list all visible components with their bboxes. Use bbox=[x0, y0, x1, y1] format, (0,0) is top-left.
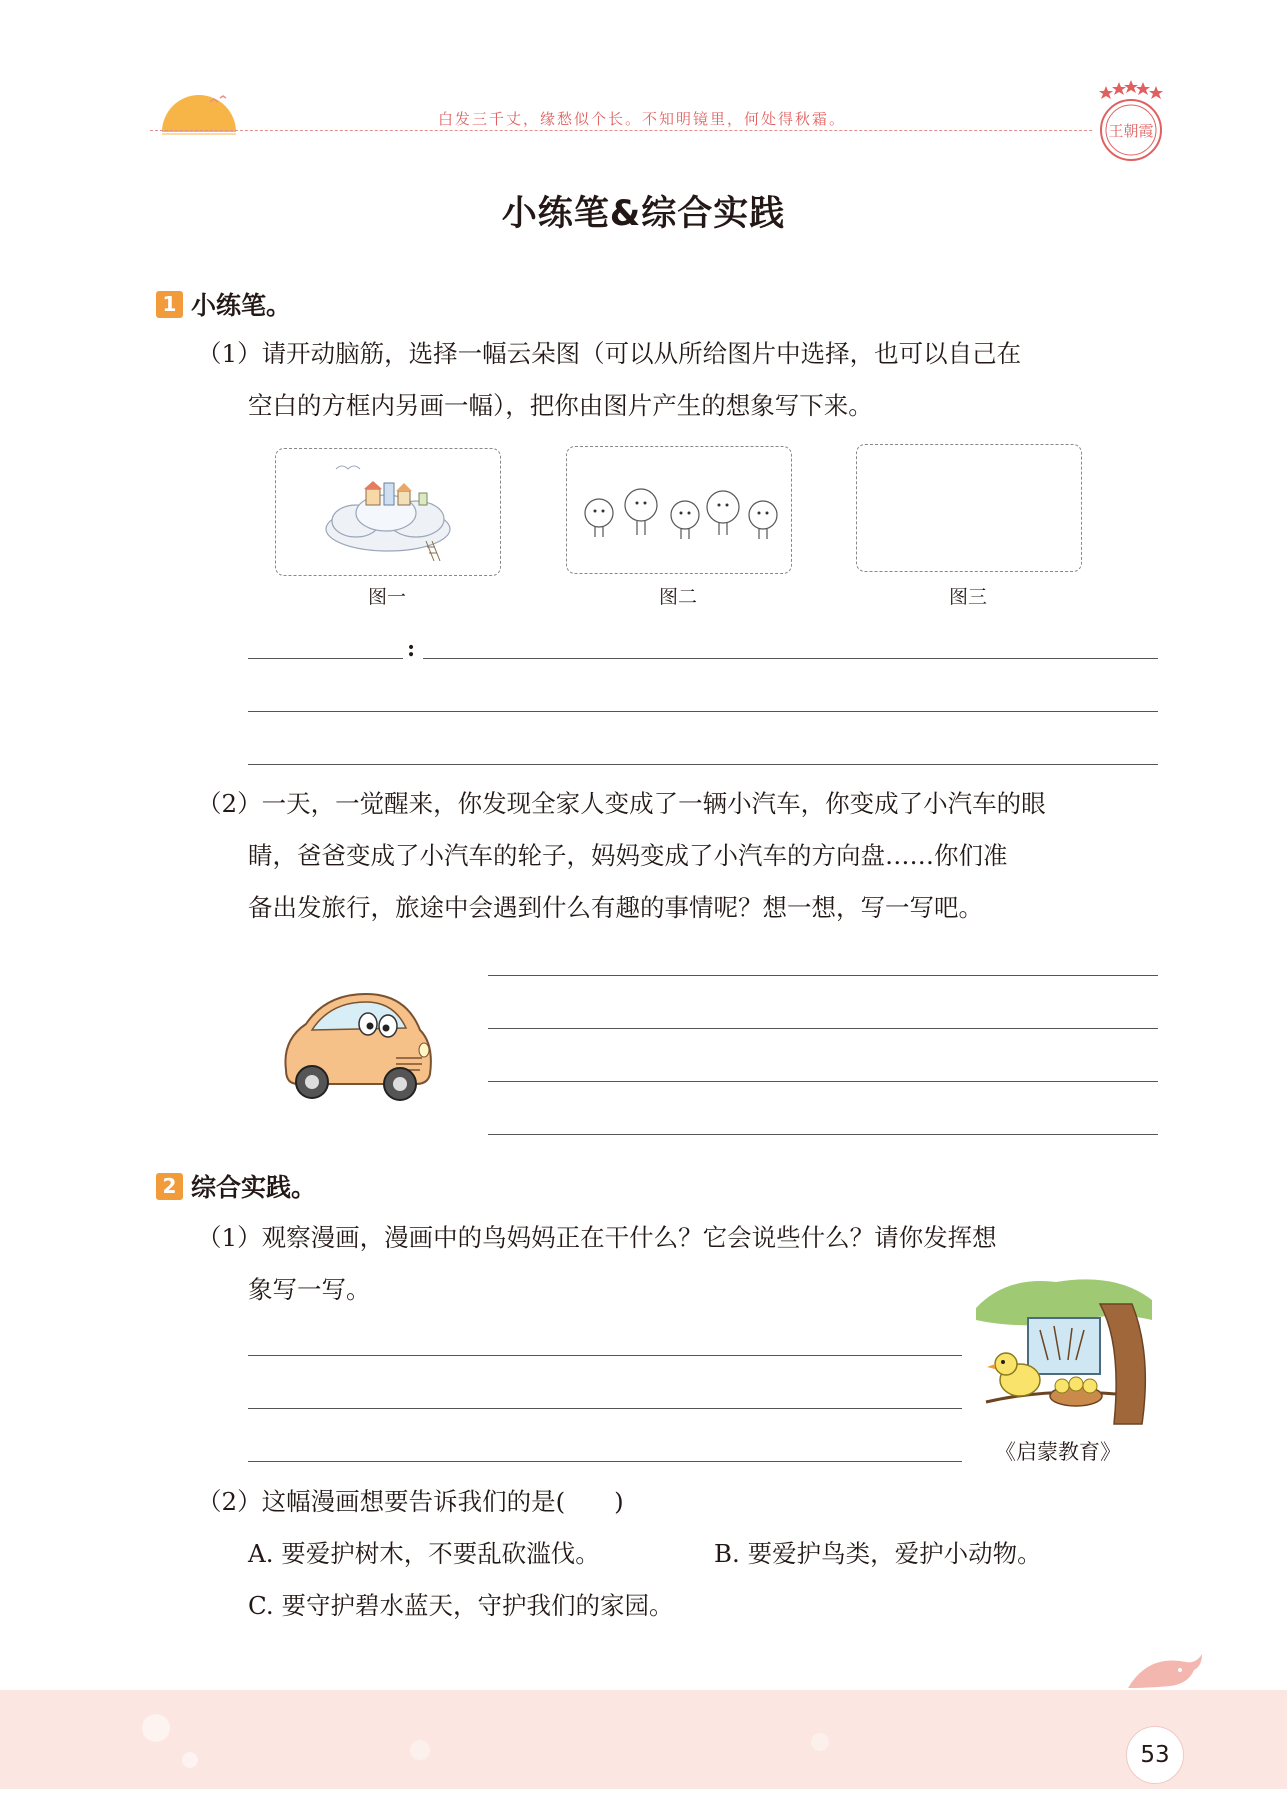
option-a[interactable]: A. 要爱护树木，不要乱砍滥伐。 bbox=[248, 1539, 600, 1568]
answer-line[interactable] bbox=[248, 764, 1158, 765]
cloud-creatures-illustration bbox=[567, 447, 791, 573]
s2-q2-question: （2）这幅漫画想要告诉我们的是( ) bbox=[197, 1487, 624, 1516]
cloud-picture-1[interactable] bbox=[275, 448, 501, 576]
seal-logo bbox=[1090, 78, 1172, 168]
option-c[interactable]: C. 要守护碧水蓝天，守护我们的家园。 bbox=[248, 1591, 674, 1620]
cloud-picture-2[interactable] bbox=[566, 446, 792, 574]
cloud-castle-illustration bbox=[276, 449, 500, 575]
answer-line[interactable] bbox=[488, 1134, 1158, 1135]
s2-q1-line2: 象写一写。 bbox=[248, 1275, 371, 1304]
section-1-heading bbox=[156, 286, 291, 322]
colon: : bbox=[407, 636, 416, 662]
caption-figure-3: 图三 bbox=[948, 586, 987, 608]
answer-line[interactable] bbox=[488, 975, 1158, 976]
s1-q1-line1: （1）请开动脑筋，选择一幅云朵图（可以从所给图片中选择，也可以自己在 bbox=[197, 339, 1022, 368]
answer-line[interactable] bbox=[423, 658, 1158, 659]
s1-q2-line2: 睛，爸爸变成了小汽车的轮子，妈妈变成了小汽车的方向盘……你们准 bbox=[248, 841, 1008, 870]
section-2-heading bbox=[156, 1168, 316, 1204]
section-1-title: 小练笔。 bbox=[191, 291, 292, 320]
header-motto: 白发三千丈，缘愁似个长。不知明镜里，何处得秋霜。 bbox=[438, 110, 847, 128]
page-title: 小练笔&综合实践 bbox=[501, 194, 786, 234]
title-blank-line[interactable] bbox=[248, 658, 403, 659]
section-2-title: 综合实践。 bbox=[191, 1173, 317, 1202]
section-2-number-badge: 2 bbox=[156, 1173, 183, 1200]
cartoon-car-illustration bbox=[272, 986, 436, 1106]
s2-q1-line1: （1）观察漫画，漫画中的鸟妈妈正在干什么？它会说些什么？请你发挥想 bbox=[197, 1223, 997, 1252]
answer-line[interactable] bbox=[248, 711, 1158, 712]
answer-line[interactable] bbox=[248, 1461, 962, 1462]
answer-line[interactable] bbox=[488, 1028, 1158, 1029]
page-number: 53 bbox=[1126, 1726, 1184, 1784]
svg-text:王朝霞: 王朝霞 bbox=[1108, 122, 1154, 140]
bird-comic-illustration bbox=[976, 1278, 1152, 1428]
comic-caption: 《启蒙教育》 bbox=[995, 1440, 1121, 1464]
option-b[interactable]: B. 要爱护鸟类，爱护小动物。 bbox=[714, 1539, 1042, 1568]
s1-q2-line3: 备出发旅行，旅途中会遇到什么有趣的事情呢？想一想，写一写吧。 bbox=[248, 893, 983, 922]
header-divider bbox=[150, 130, 1092, 131]
caption-figure-1: 图一 bbox=[367, 586, 406, 608]
s1-q2-line1: （2）一天，一觉醒来，你发现全家人变成了一辆小汽车，你变成了小汽车的眼 bbox=[197, 789, 1046, 818]
answer-line[interactable] bbox=[488, 1081, 1158, 1082]
dolphin-icon bbox=[1120, 1652, 1208, 1692]
s1-q1-line2: 空白的方框内另画一幅），把你由图片产生的想象写下来。 bbox=[248, 391, 873, 420]
footer-band bbox=[0, 1690, 1287, 1789]
section-1-number-badge: 1 bbox=[156, 291, 183, 318]
answer-line[interactable] bbox=[248, 1408, 962, 1409]
caption-figure-2: 图二 bbox=[658, 586, 697, 608]
cloud-picture-3-blank[interactable] bbox=[856, 444, 1082, 572]
footer-bubbles-decoration bbox=[0, 1690, 1287, 1789]
answer-line[interactable] bbox=[248, 1355, 962, 1356]
